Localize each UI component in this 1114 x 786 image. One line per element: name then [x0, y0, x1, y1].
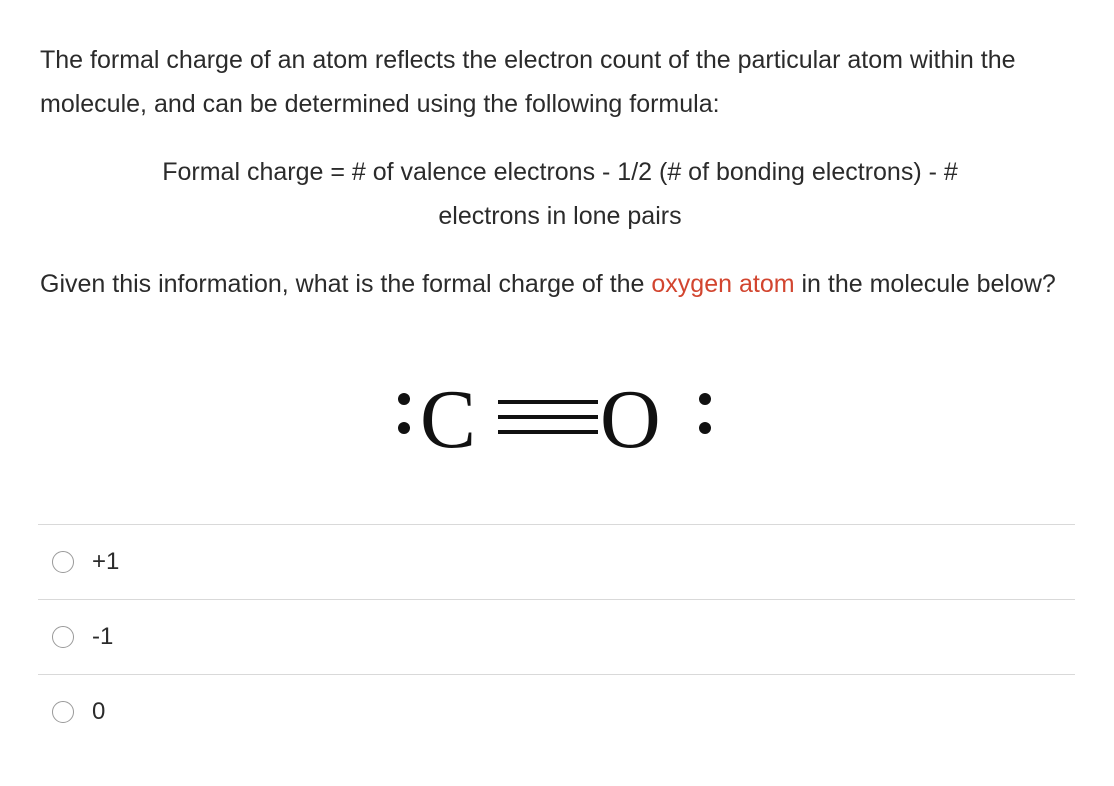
choice-plus-1[interactable]	[38, 524, 1075, 599]
formula	[40, 150, 1080, 238]
formula-line-2: electrons in lone pairs	[438, 202, 682, 230]
formula-line-1: Formal charge = # of valence electrons - 1/2 (# of bonding electrons) - #	[162, 158, 958, 186]
oxygen-atom: O	[600, 373, 661, 462]
question-body	[40, 38, 1080, 306]
answer-choices	[38, 524, 1075, 749]
choice-minus-1[interactable]	[38, 599, 1075, 674]
choice-label: +1	[92, 548, 120, 575]
question-intro: The formal charge of an atom reflects the electron count of the particular atom within the molecule, and can be determined using the following formula:	[40, 46, 1016, 118]
radio-button[interactable]	[52, 626, 74, 648]
question-prompt	[40, 262, 1080, 306]
lone-pair-oxygen	[699, 393, 711, 434]
prompt-text-after: in the molecule below?	[794, 270, 1056, 298]
radio-button[interactable]	[52, 551, 74, 573]
carbon-atom: C	[420, 373, 477, 462]
radio-button[interactable]	[52, 701, 74, 723]
choice-zero[interactable]	[38, 674, 1075, 749]
choice-label: 0	[92, 698, 106, 725]
choice-label: -1	[92, 623, 114, 650]
lone-pair-carbon	[398, 393, 410, 434]
lewis-structure	[380, 372, 740, 462]
prompt-text-before: Given this information, what is the formal charge of the	[40, 270, 652, 298]
prompt-highlight: oxygen atom	[651, 270, 795, 298]
triple-bond	[498, 402, 598, 432]
